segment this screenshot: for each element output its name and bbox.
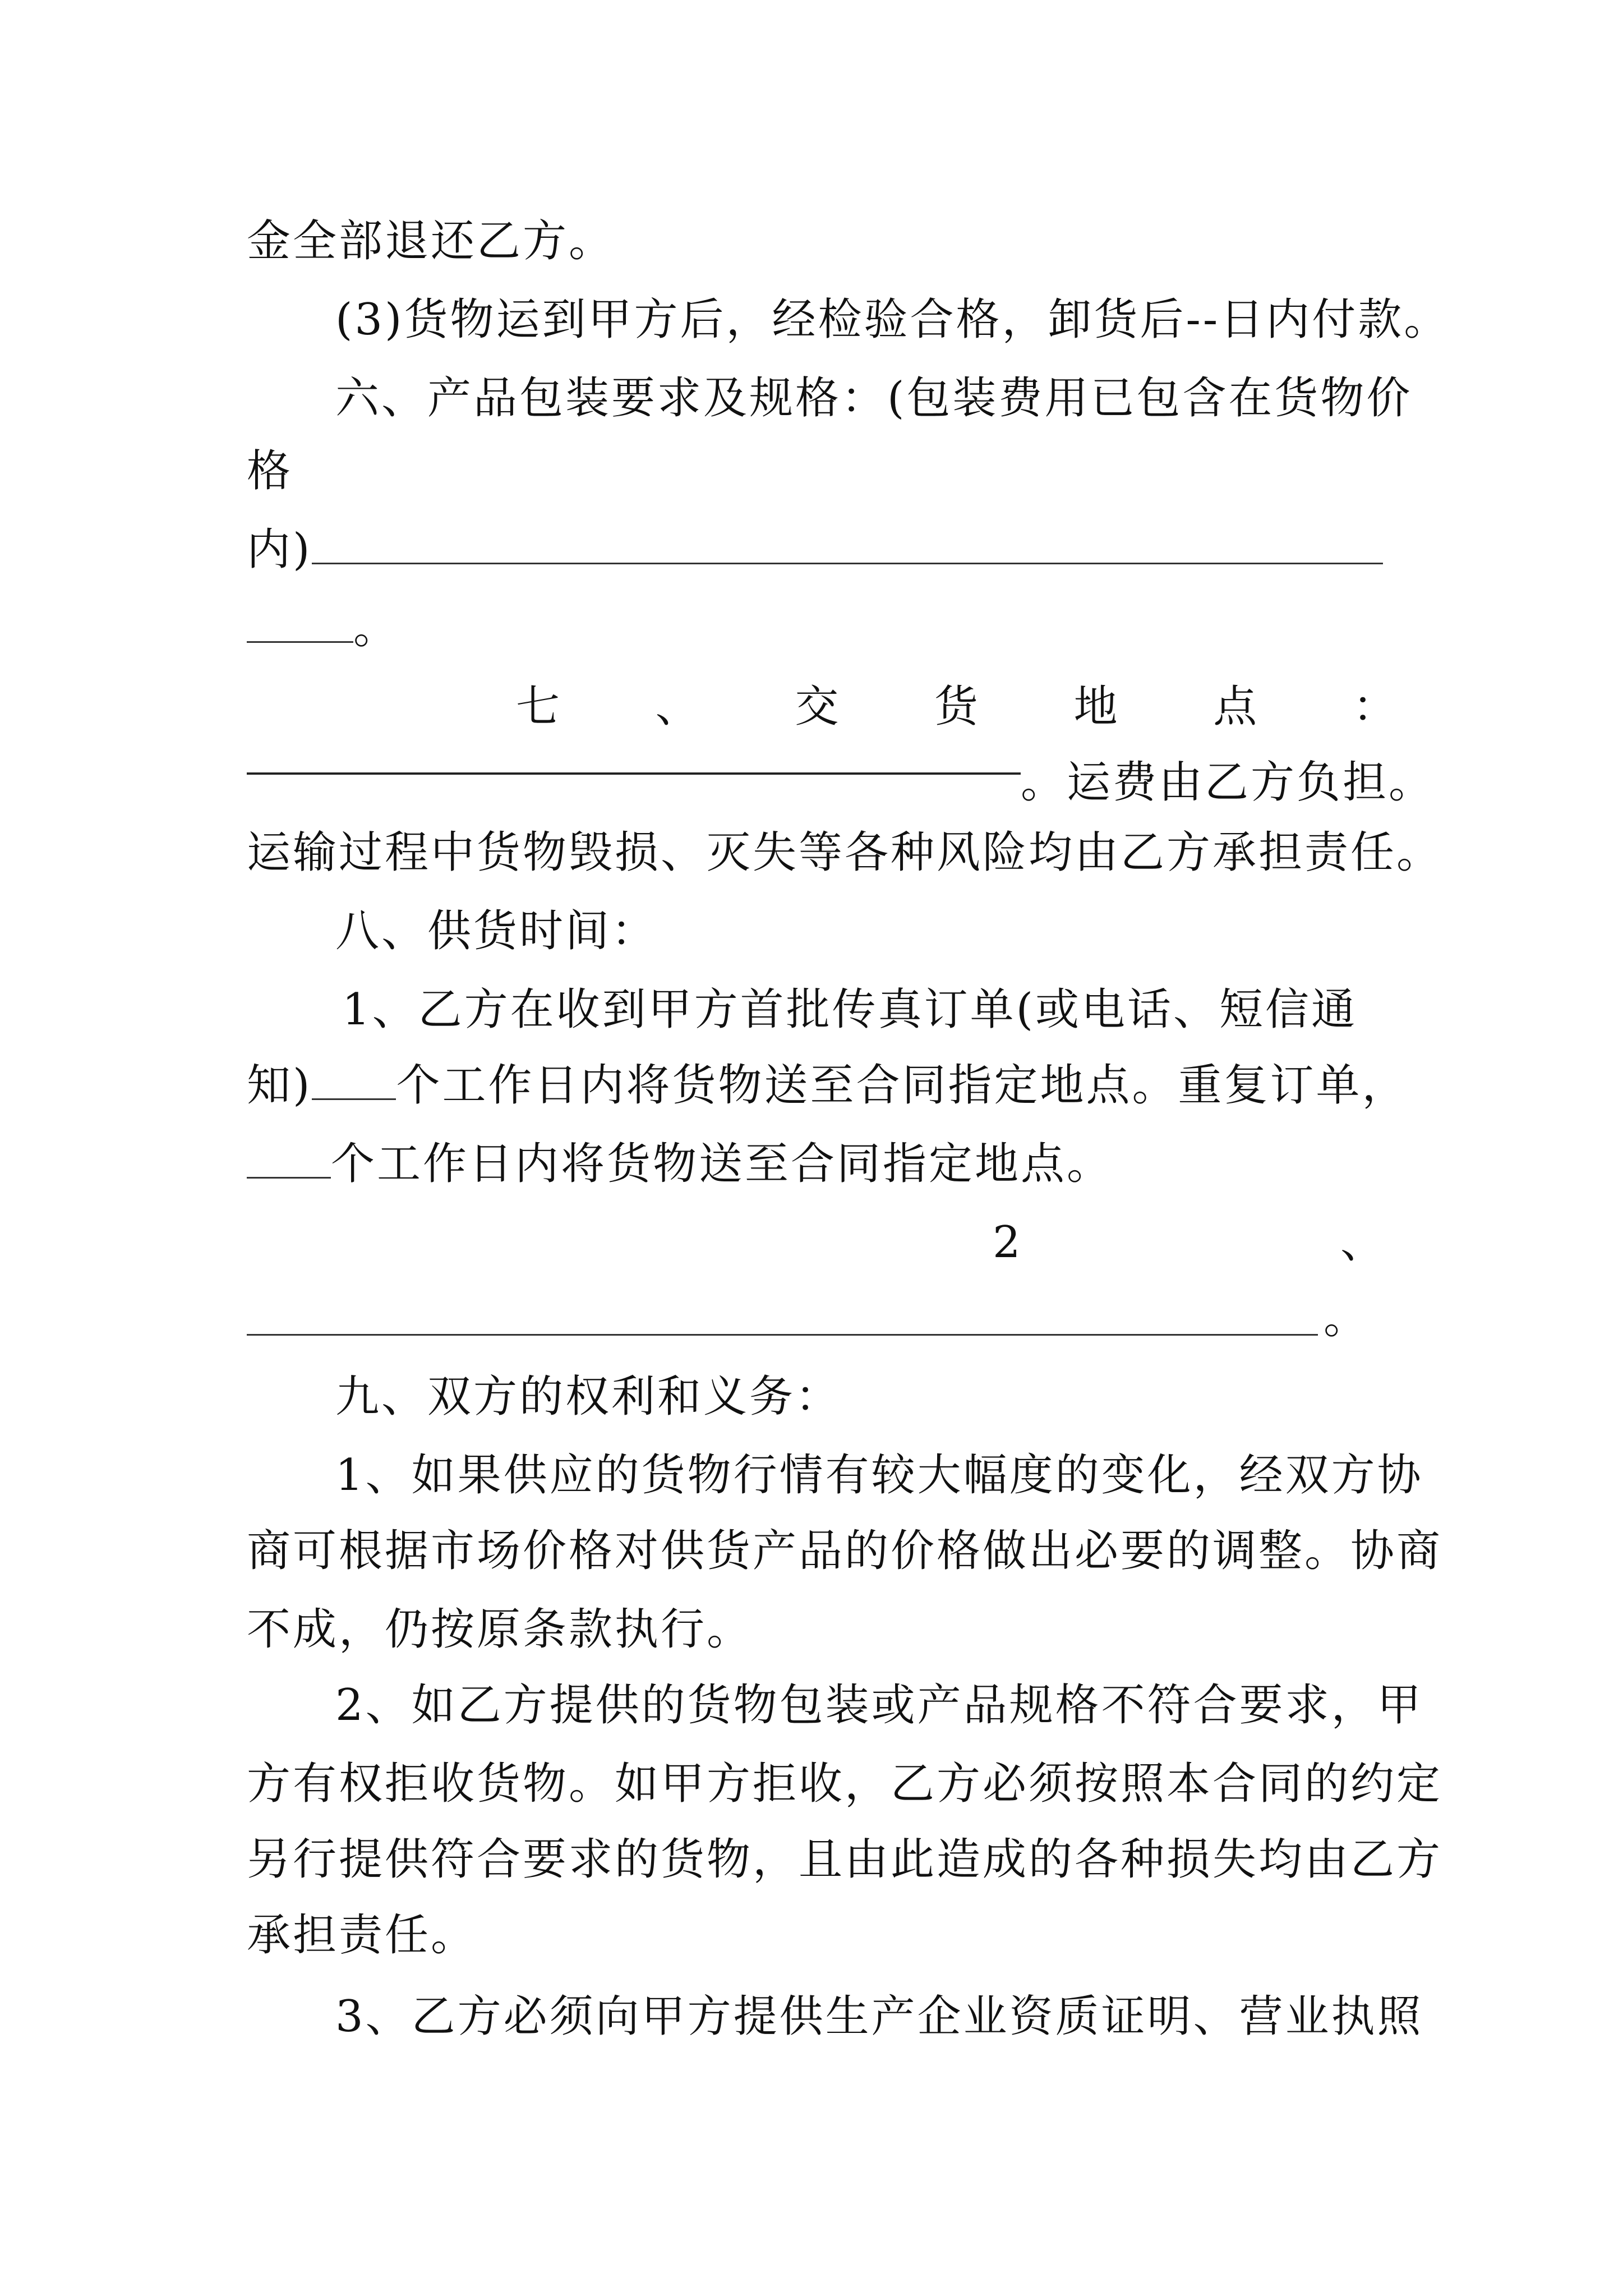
blank-underline [312, 1059, 396, 1100]
heading-char: 货 [934, 682, 978, 732]
dash-blank [247, 772, 1021, 775]
heading-char: 交 [795, 682, 839, 732]
blank-underline [247, 1138, 331, 1179]
heading-char: 七 [516, 682, 560, 732]
text-line: 商可根据市场价格对供货产品的价格做出必要的调整。协商 [247, 1526, 1443, 1576]
text-line: 不成，仍按原条款执行。 [247, 1604, 753, 1655]
text-line: 金全部退还乙方。 [247, 216, 615, 266]
section-heading: 八、供货时间： [335, 906, 658, 956]
text-line: 承担责任。 [247, 1910, 477, 1961]
section-heading-spread [247, 679, 1396, 735]
text-fragment: 内) [247, 524, 312, 575]
text-fragment: 。 [353, 603, 400, 654]
heading-char: 、 [655, 682, 699, 732]
text-line [247, 1136, 1113, 1192]
text-line: 另行提供符合要求的货物，且由此造成的各种损失均由乙方 [247, 1834, 1443, 1885]
heading-char: 点 [1213, 682, 1257, 732]
text-line [247, 522, 1383, 578]
heading-char: 地 [1073, 682, 1118, 732]
text-line: 。 [1324, 1293, 1370, 1343]
text-line: 运输过程中货物毁损、灭失等各种风险均由乙方承担责任。 [247, 827, 1443, 878]
list-separator: 、 [1340, 1217, 1387, 1268]
blank-underline [247, 1334, 1318, 1336]
text-line: 2、如乙方提供的货物包装或产品规格不符合要求，甲 [335, 1680, 1423, 1731]
text-line: 1、乙方在收到甲方首批传真订单(或电话、短信通 [342, 984, 1358, 1035]
text-line: 3、乙方必须向甲方提供生产企业资质证明、营业执照 [335, 1991, 1423, 2042]
text-fragment: 知) [247, 1060, 312, 1111]
blank-underline [312, 523, 1383, 564]
text-line [247, 1057, 1408, 1114]
text-fragment: 个工作日内将货物送至合同指定地点。重复订单， [396, 1060, 1408, 1111]
text-line: 方有权拒收货物。如甲方拒收，乙方必须按照本合同的约定 [247, 1759, 1443, 1809]
blank-underline [247, 602, 353, 643]
text-line: (3)货物运到甲方后，经检验合格，卸货后--日内付款。 [335, 295, 1450, 345]
section-heading: 九、双方的权利和义务： [335, 1372, 842, 1422]
section-heading: 六、产品包装要求及规格：(包装费用已包含在货物价 [335, 373, 1413, 424]
text-line: 。运费由乙方负担。 [1021, 757, 1435, 808]
text-line [247, 600, 399, 656]
text-line: 1、如果供应的货物行情有较大幅度的变化，经双方协 [335, 1450, 1423, 1501]
text-fragment: 个工作日内将货物送至合同指定地点。 [331, 1139, 1113, 1189]
list-number: 2 [993, 1217, 1023, 1268]
text-line: 格 [247, 446, 293, 496]
heading-char: ： [1352, 682, 1396, 732]
